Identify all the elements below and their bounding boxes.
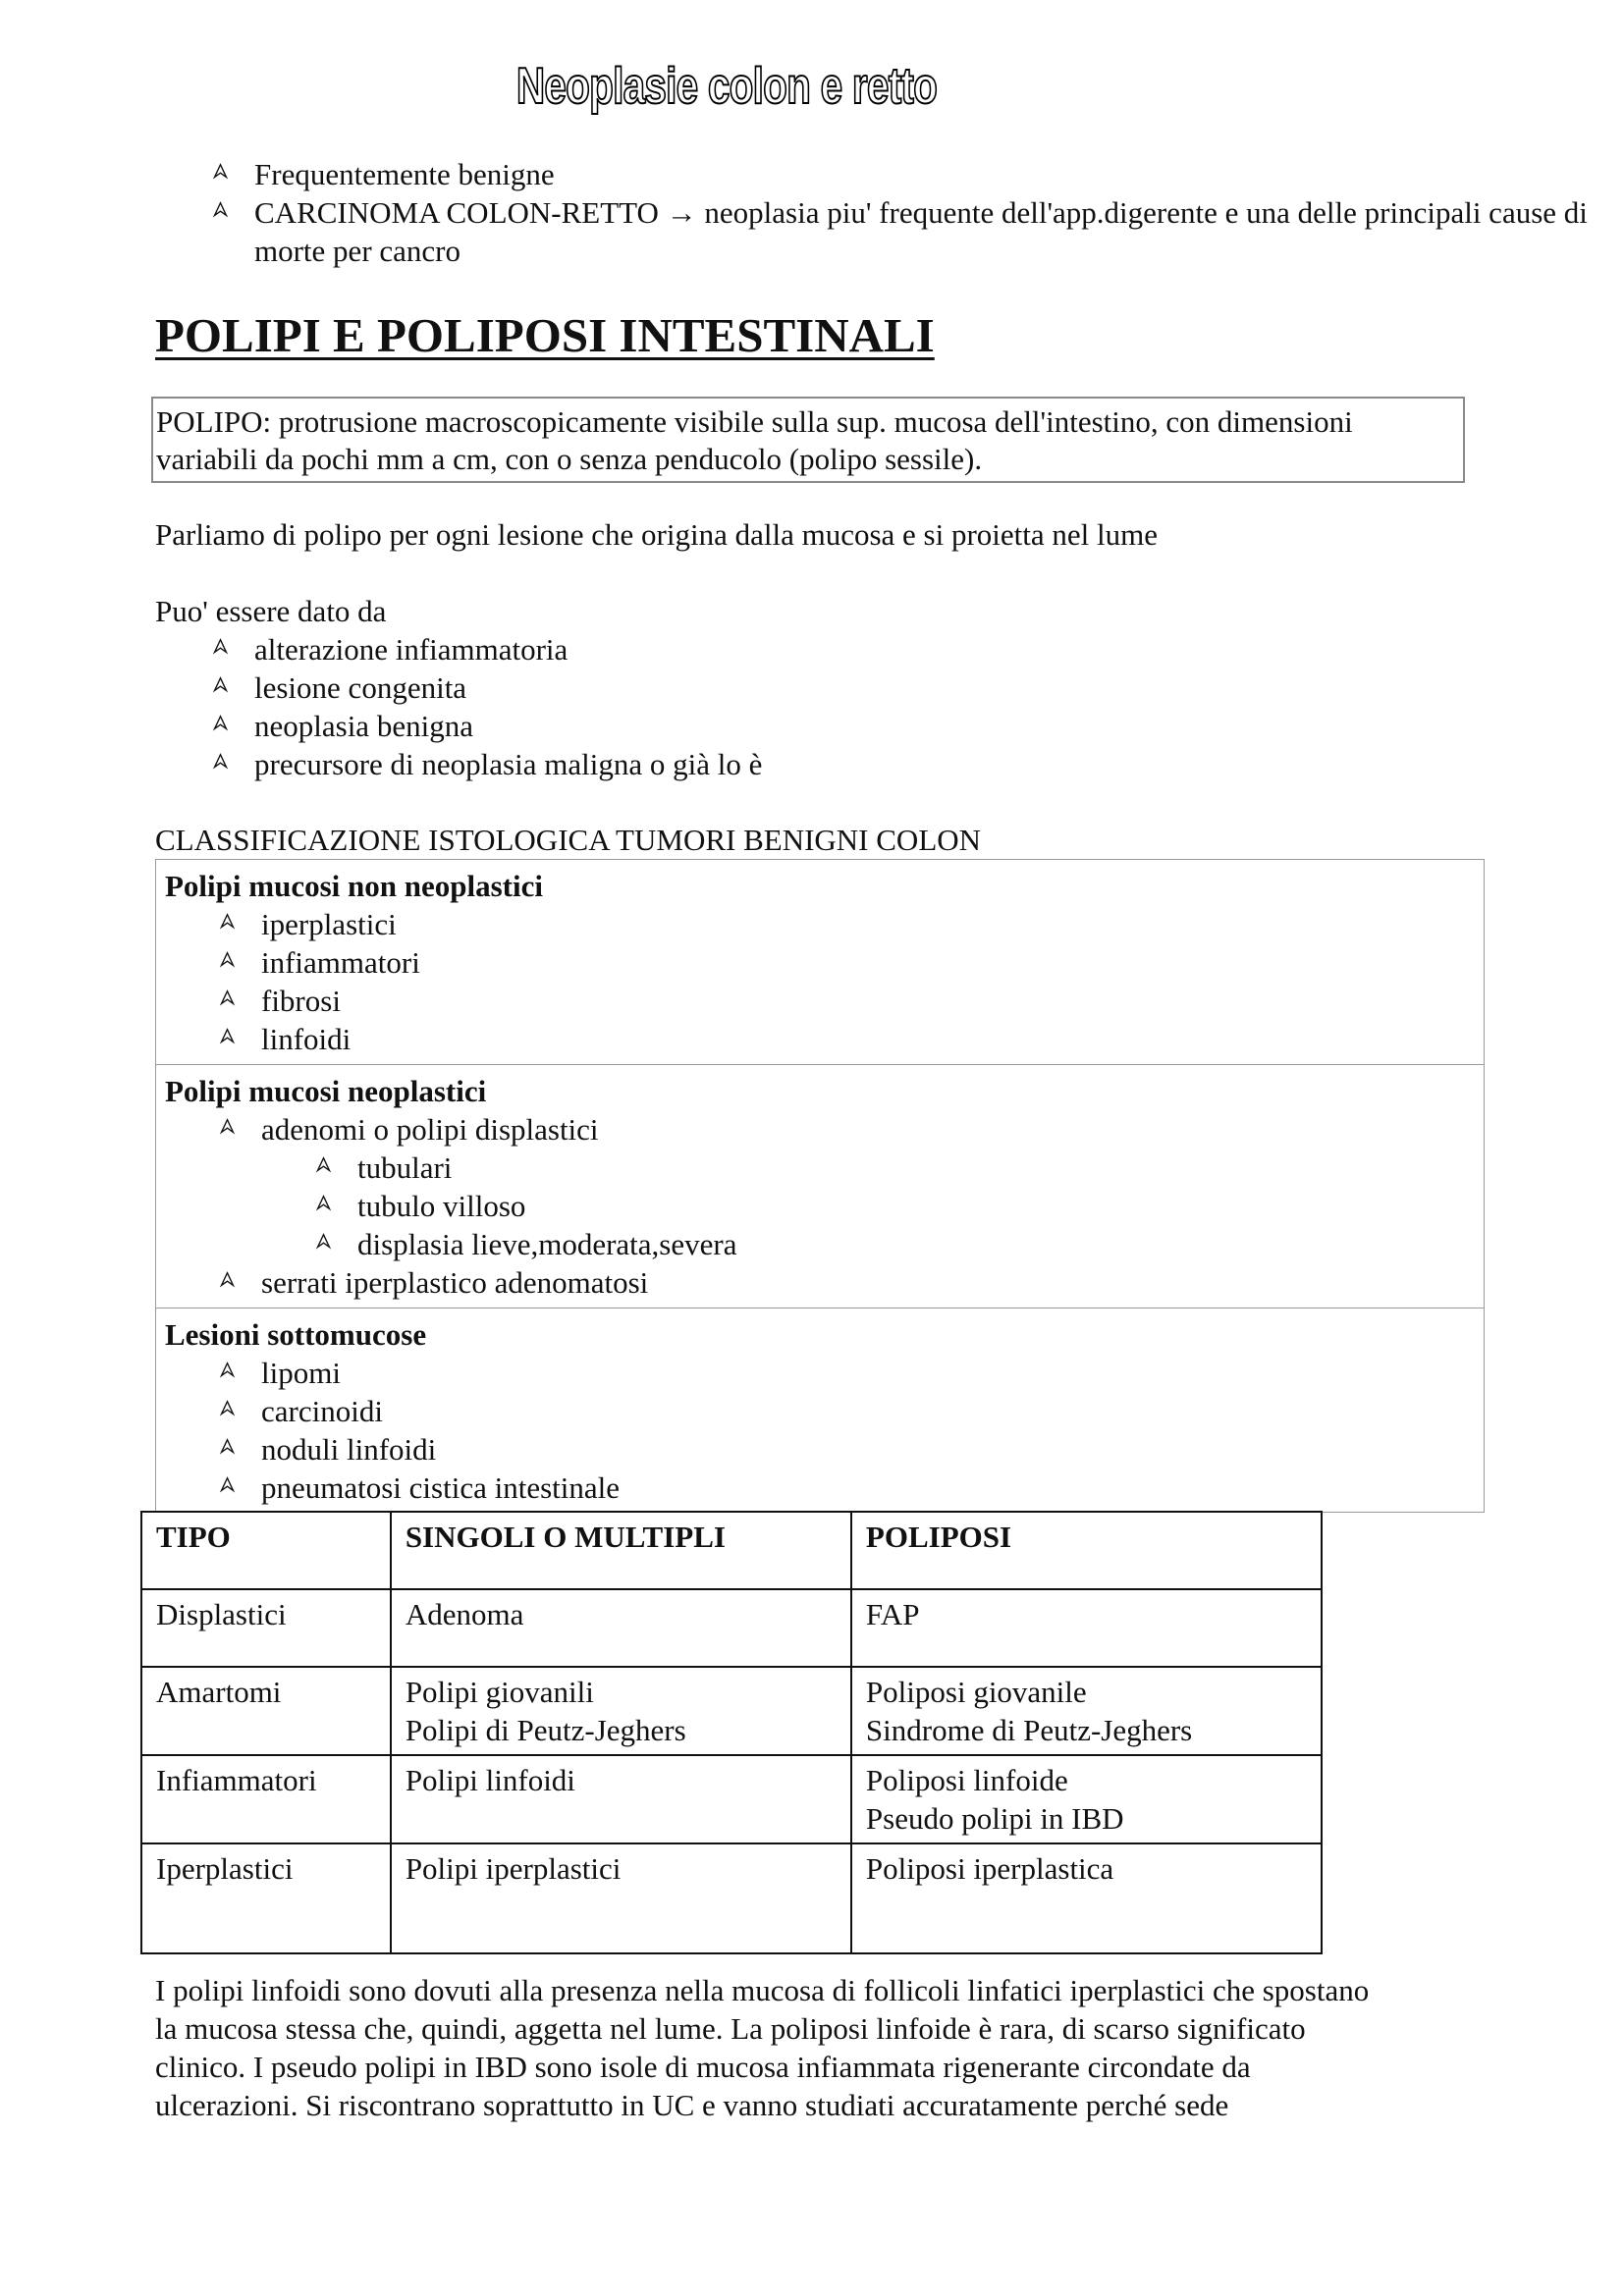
intro-list [155,155,1618,270]
list-item: Frequentemente benigne [155,155,1618,193]
bullet-arrowhead-icon [212,163,229,180]
definition-box [151,397,1465,483]
closing-paragraph [155,1971,1510,2124]
list-item: lesione congenita [155,668,762,707]
bullet-arrowhead-icon [212,676,229,693]
bullet-arrowhead-icon [212,638,229,655]
list-item: serrati iperplastico adenomatosi [156,1263,736,1302]
bullet-arrowhead-icon [212,715,229,731]
bullet-arrowhead-icon [212,201,229,218]
table-cell: Polipi iperplastici [391,1843,851,1953]
classification-section-heading: Lesioni sottomucose [165,1317,427,1352]
list-item: displasia lieve,moderata,severa [156,1225,736,1263]
classification-title: CLASSIFICAZIONE ISTOLOGICA TUMORI BENIGNI COLON [155,823,982,857]
classification-box [155,859,1485,1513]
bullet-arrowhead-icon [315,1156,332,1173]
causes-list [155,630,762,783]
list-item: fibrosi [156,982,420,1020]
bullet-arrowhead-icon [315,1195,332,1211]
paragraph-line: I polipi linfoidi sono dovuti alla presenza nella mucosa di follicoli linfatici iperplastici che spostano [155,1973,1370,2007]
definition-line: POLIPO: protrusione macroscopicamente visibile sulla sup. mucosa dell'intestino, con dimensioni [156,404,1353,439]
page-title: Neoplasie colon e retto [515,58,938,115]
bullet-arrowhead-icon [219,1118,236,1135]
table-cell: Poliposi linfoide Pseudo polipi in IBD [851,1755,1322,1843]
causes-label: Puo' essere dato da [155,594,387,628]
table-row [141,1667,1322,1755]
list-item: linfoidi [156,1020,420,1058]
list-item: lipomi [156,1354,620,1392]
column-header: TIPO [141,1512,391,1589]
list-item: noduli linfoidi [156,1430,620,1468]
table-header-row [141,1512,1322,1589]
classification-section-heading: Polipi mucosi non neoplastici [165,869,543,903]
bullet-arrowhead-icon [219,1271,236,1288]
bullet-arrowhead-icon [219,913,236,930]
table-cell: Iperplastici [141,1843,391,1953]
table-cell: Infiammatori [141,1755,391,1843]
bullet-arrowhead-icon [212,753,229,770]
bullet-arrowhead-icon [219,1400,236,1416]
list-item: alterazione infiammatoria [155,630,762,668]
table-cell: Polipi linfoidi [391,1755,851,1843]
column-header: POLIPOSI [851,1512,1322,1589]
section-heading: POLIPI E POLIPOSI INTESTINALI [155,308,935,362]
classification-list [156,1354,620,1507]
polyp-table [140,1511,1323,1954]
table-cell: Displastici [141,1589,391,1667]
list-item: tubulari [156,1148,736,1187]
table-cell: FAP [851,1589,1322,1667]
table-row [141,1755,1322,1843]
list-item: precursore di neoplasia maligna o già lo è [155,745,762,783]
table-cell: Poliposi giovanile Sindrome di Peutz-Jeghers [851,1667,1322,1755]
bullet-arrowhead-icon [219,1476,236,1493]
bullet-arrowhead-icon [219,1438,236,1455]
list-item: pneumatosi cistica intestinale [156,1468,620,1507]
table-cell: Adenoma [391,1589,851,1667]
table-row [141,1843,1322,1953]
table-row [141,1589,1322,1667]
bullet-arrowhead-icon [315,1233,332,1250]
list-item: tubulo villoso [156,1187,736,1225]
bullet-arrowhead-icon [219,989,236,1006]
table-cell: Amartomi [141,1667,391,1755]
bullet-arrowhead-icon [219,1028,236,1044]
table-cell: Poliposi iperplastica [851,1843,1322,1953]
definition-line: variabili da pochi mm a cm, con o senza penducolo (polipo sessile). [156,442,983,476]
section-divider [156,1064,1484,1065]
paragraph-line: la mucosa stessa che, quindi, aggetta nel lume. La poliposi linfoide è rara, di scarso significato [155,2011,1306,2046]
table-cell: Polipi giovanili Polipi di Peutz-Jeghers [391,1667,851,1755]
polyp-sentence: Parliamo di polipo per ogni lesione che origina dalla mucosa e si proietta nel lume [155,517,1159,552]
classification-list [156,1110,736,1302]
list-item: iperplastici [156,905,420,943]
classification-list [156,905,420,1058]
bullet-arrowhead-icon [219,951,236,968]
list-item: carcinoidi [156,1392,620,1430]
classification-section-heading: Polipi mucosi neoplastici [165,1074,487,1108]
column-header: SINGOLI O MULTIPLI [391,1512,851,1589]
list-item: infiammatori [156,943,420,982]
paragraph-line: clinico. I pseudo polipi in IBD sono isole di mucosa infiammata rigenerante circondate da [155,2050,1251,2084]
list-item: neoplasia benigna [155,707,762,745]
list-item: adenomi o polipi displastici [156,1110,736,1148]
bullet-arrowhead-icon [219,1362,236,1378]
paragraph-line: ulcerazioni. Si riscontrano soprattutto in UC e vanno studiati accuratamente perché sede [155,2088,1229,2122]
list-item: CARCINOMA COLON-RETTO → neoplasia piu' frequente dell'app.digerente e una delle principali cause di morte per cancro [155,193,1618,270]
